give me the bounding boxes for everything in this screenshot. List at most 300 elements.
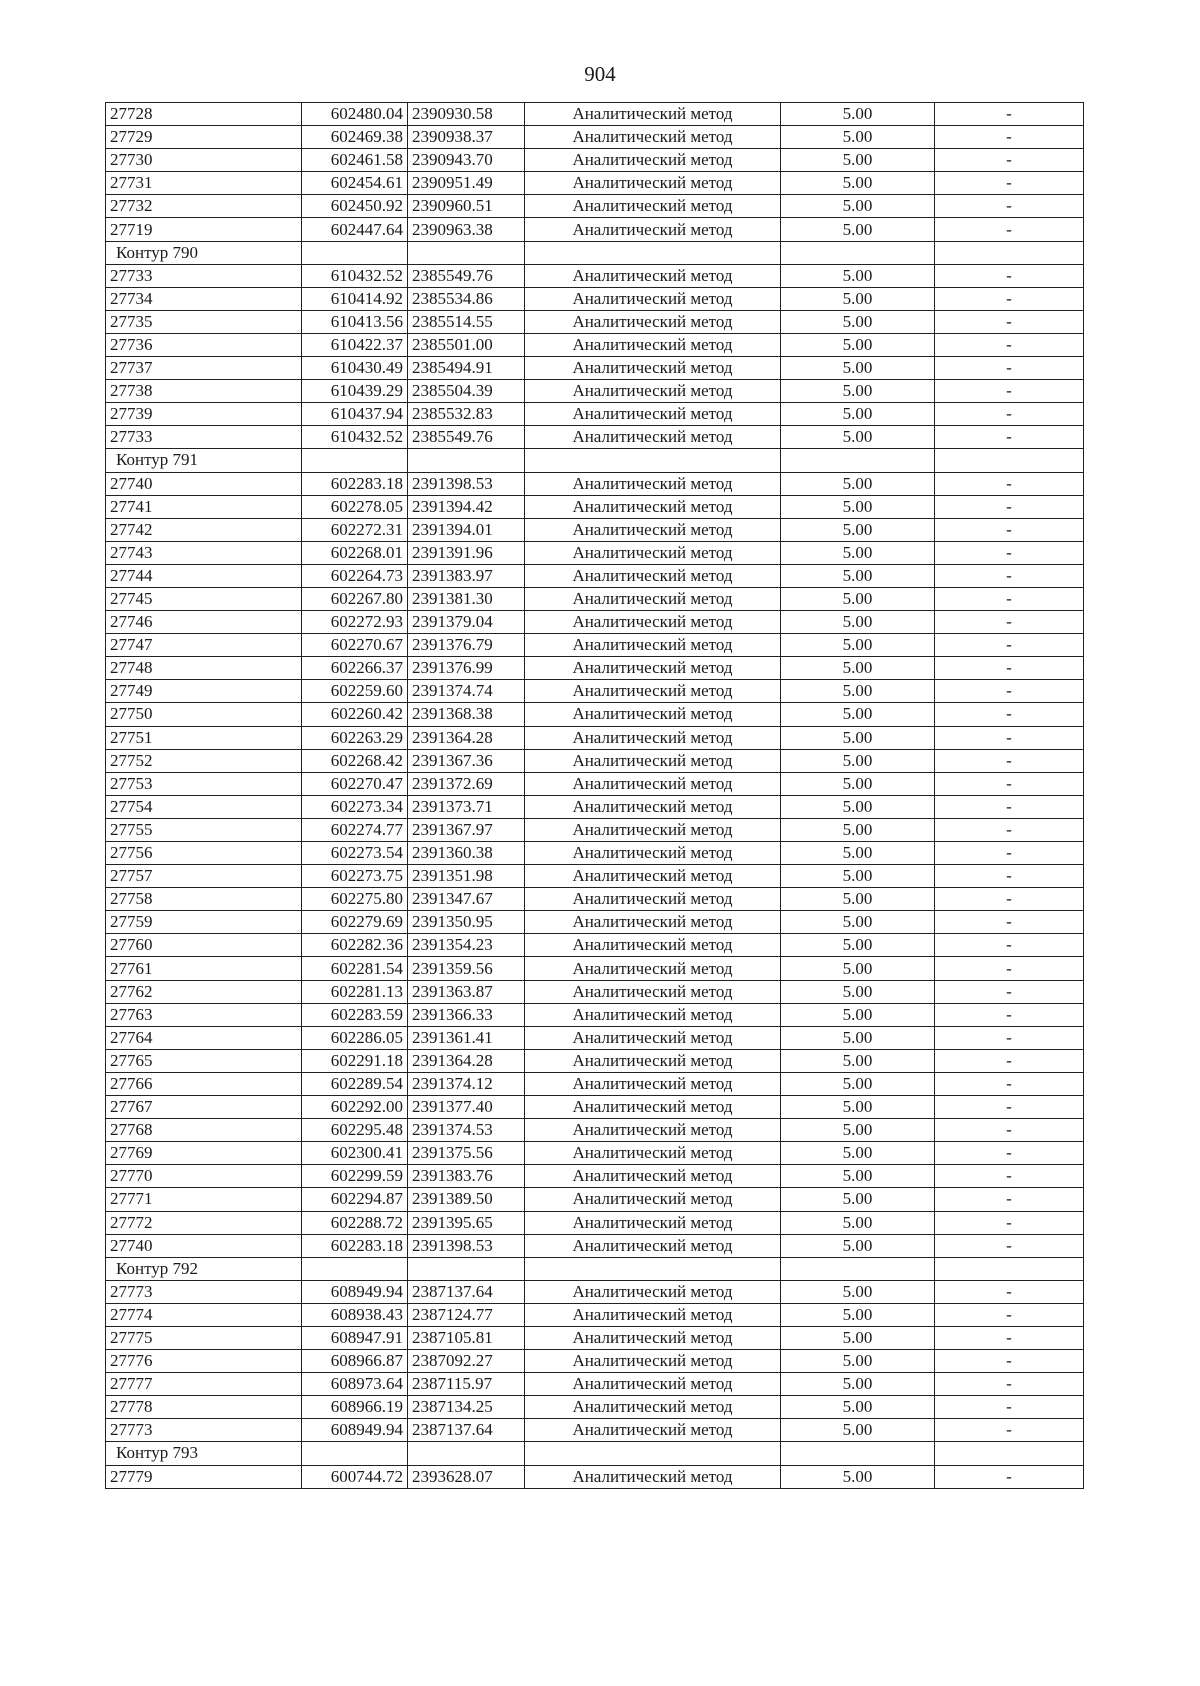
note-cell: - <box>935 772 1084 795</box>
table-row <box>106 357 1084 380</box>
method-cell: Аналитический метод <box>525 1419 781 1442</box>
empty-cell <box>781 1257 935 1280</box>
note-cell: - <box>935 472 1084 495</box>
x-coordinate-cell: 610432.52 <box>302 264 408 287</box>
accuracy-cell: 5.00 <box>781 1119 935 1142</box>
method-cell: Аналитический метод <box>525 1142 781 1165</box>
note-cell: - <box>935 795 1084 818</box>
note-cell: - <box>935 380 1084 403</box>
table-row <box>106 1326 1084 1349</box>
y-coordinate-cell: 2391398.53 <box>408 472 525 495</box>
point-id-cell: 27756 <box>106 842 302 865</box>
method-cell: Аналитический метод <box>525 1119 781 1142</box>
empty-cell <box>935 1442 1084 1465</box>
accuracy-cell: 5.00 <box>781 1280 935 1303</box>
method-cell: Аналитический метод <box>525 541 781 564</box>
point-id-cell: 27744 <box>106 564 302 587</box>
empty-cell <box>935 1257 1084 1280</box>
table-row <box>106 1234 1084 1257</box>
accuracy-cell: 5.00 <box>781 842 935 865</box>
x-coordinate-cell: 602273.75 <box>302 865 408 888</box>
coordinates-table <box>105 102 1084 1489</box>
method-cell: Аналитический метод <box>525 380 781 403</box>
y-coordinate-cell: 2391360.38 <box>408 842 525 865</box>
note-cell: - <box>935 1234 1084 1257</box>
y-coordinate-cell: 2385494.91 <box>408 357 525 380</box>
table-row <box>106 680 1084 703</box>
note-cell: - <box>935 357 1084 380</box>
table-row <box>106 980 1084 1003</box>
table-row <box>106 1465 1084 1488</box>
point-id-cell: 27740 <box>106 472 302 495</box>
point-id-cell: 27759 <box>106 911 302 934</box>
note-cell: - <box>935 957 1084 980</box>
method-cell: Аналитический метод <box>525 495 781 518</box>
point-id-cell: 27739 <box>106 403 302 426</box>
empty-cell <box>781 1442 935 1465</box>
y-coordinate-cell: 2385501.00 <box>408 333 525 356</box>
accuracy-cell: 5.00 <box>781 149 935 172</box>
note-cell: - <box>935 541 1084 564</box>
y-coordinate-cell: 2391350.95 <box>408 911 525 934</box>
y-coordinate-cell: 2391347.67 <box>408 888 525 911</box>
point-id-cell: 27760 <box>106 934 302 957</box>
x-coordinate-cell: 608973.64 <box>302 1373 408 1396</box>
accuracy-cell: 5.00 <box>781 587 935 610</box>
method-cell: Аналитический метод <box>525 934 781 957</box>
accuracy-cell: 5.00 <box>781 1373 935 1396</box>
table-row <box>106 149 1084 172</box>
table-row <box>106 911 1084 934</box>
y-coordinate-cell: 2391395.65 <box>408 1211 525 1234</box>
accuracy-cell: 5.00 <box>781 264 935 287</box>
method-cell: Аналитический метод <box>525 333 781 356</box>
note-cell: - <box>935 1326 1084 1349</box>
method-cell: Аналитический метод <box>525 726 781 749</box>
table-row <box>106 957 1084 980</box>
accuracy-cell: 5.00 <box>781 172 935 195</box>
x-coordinate-cell: 602461.58 <box>302 149 408 172</box>
y-coordinate-cell: 2391391.96 <box>408 541 525 564</box>
note-cell: - <box>935 103 1084 126</box>
x-coordinate-cell: 608947.91 <box>302 1326 408 1349</box>
x-coordinate-cell: 602283.18 <box>302 472 408 495</box>
accuracy-cell: 5.00 <box>781 541 935 564</box>
point-id-cell: 27767 <box>106 1096 302 1119</box>
point-id-cell: 27733 <box>106 264 302 287</box>
table-row <box>106 1142 1084 1165</box>
note-cell: - <box>935 911 1084 934</box>
method-cell: Аналитический метод <box>525 1280 781 1303</box>
x-coordinate-cell: 610430.49 <box>302 357 408 380</box>
x-coordinate-cell: 602294.87 <box>302 1188 408 1211</box>
point-id-cell: 27737 <box>106 357 302 380</box>
page-number: 904 <box>584 62 616 86</box>
method-cell: Аналитический метод <box>525 172 781 195</box>
accuracy-cell: 5.00 <box>781 934 935 957</box>
point-id-cell: 27766 <box>106 1072 302 1095</box>
method-cell: Аналитический метод <box>525 1003 781 1026</box>
contour-label: Контур 791 <box>106 449 302 472</box>
y-coordinate-cell: 2387092.27 <box>408 1350 525 1373</box>
note-cell: - <box>935 403 1084 426</box>
table-row <box>106 310 1084 333</box>
x-coordinate-cell: 602270.47 <box>302 772 408 795</box>
y-coordinate-cell: 2391364.28 <box>408 1049 525 1072</box>
accuracy-cell: 5.00 <box>781 1049 935 1072</box>
point-id-cell: 27740 <box>106 1234 302 1257</box>
x-coordinate-cell: 608938.43 <box>302 1303 408 1326</box>
note-cell: - <box>935 934 1084 957</box>
table-row <box>106 1119 1084 1142</box>
method-cell: Аналитический метод <box>525 1026 781 1049</box>
note-cell: - <box>935 1350 1084 1373</box>
method-cell: Аналитический метод <box>525 587 781 610</box>
table-row <box>106 172 1084 195</box>
note-cell: - <box>935 865 1084 888</box>
note-cell: - <box>935 1373 1084 1396</box>
method-cell: Аналитический метод <box>525 611 781 634</box>
method-cell: Аналитический метод <box>525 842 781 865</box>
y-coordinate-cell: 2385549.76 <box>408 264 525 287</box>
method-cell: Аналитический метод <box>525 218 781 241</box>
point-id-cell: 27779 <box>106 1465 302 1488</box>
method-cell: Аналитический метод <box>525 426 781 449</box>
y-coordinate-cell: 2391375.56 <box>408 1142 525 1165</box>
accuracy-cell: 5.00 <box>781 1350 935 1373</box>
method-cell: Аналитический метод <box>525 403 781 426</box>
table-row <box>106 426 1084 449</box>
method-cell: Аналитический метод <box>525 518 781 541</box>
accuracy-cell: 5.00 <box>781 1165 935 1188</box>
table-row <box>106 1096 1084 1119</box>
y-coordinate-cell: 2391374.74 <box>408 680 525 703</box>
x-coordinate-cell: 602286.05 <box>302 1026 408 1049</box>
point-id-cell: 27748 <box>106 657 302 680</box>
note-cell: - <box>935 1003 1084 1026</box>
point-id-cell: 27778 <box>106 1396 302 1419</box>
x-coordinate-cell: 600744.72 <box>302 1465 408 1488</box>
point-id-cell: 27743 <box>106 541 302 564</box>
accuracy-cell: 5.00 <box>781 333 935 356</box>
contour-header-row <box>106 1442 1084 1465</box>
y-coordinate-cell: 2391364.28 <box>408 726 525 749</box>
x-coordinate-cell: 602283.18 <box>302 1234 408 1257</box>
y-coordinate-cell: 2391374.12 <box>408 1072 525 1095</box>
accuracy-cell: 5.00 <box>781 126 935 149</box>
point-id-cell: 27746 <box>106 611 302 634</box>
contour-label: Контур 793 <box>106 1442 302 1465</box>
note-cell: - <box>935 495 1084 518</box>
empty-cell <box>408 449 525 472</box>
y-coordinate-cell: 2387134.25 <box>408 1396 525 1419</box>
note-cell: - <box>935 1280 1084 1303</box>
note-cell: - <box>935 1419 1084 1442</box>
accuracy-cell: 5.00 <box>781 1188 935 1211</box>
table-row <box>106 126 1084 149</box>
accuracy-cell: 5.00 <box>781 980 935 1003</box>
method-cell: Аналитический метод <box>525 1165 781 1188</box>
table-row <box>106 472 1084 495</box>
accuracy-cell: 5.00 <box>781 611 935 634</box>
x-coordinate-cell: 602267.80 <box>302 587 408 610</box>
note-cell: - <box>935 634 1084 657</box>
accuracy-cell: 5.00 <box>781 564 935 587</box>
empty-cell <box>408 1257 525 1280</box>
contour-header-row <box>106 241 1084 264</box>
y-coordinate-cell: 2385534.86 <box>408 287 525 310</box>
point-id-cell: 27741 <box>106 495 302 518</box>
method-cell: Аналитический метод <box>525 1072 781 1095</box>
table-row <box>106 772 1084 795</box>
table-row <box>106 749 1084 772</box>
coordinates-table-body <box>106 103 1084 1489</box>
table-row <box>106 380 1084 403</box>
x-coordinate-cell: 602300.41 <box>302 1142 408 1165</box>
x-coordinate-cell: 602278.05 <box>302 495 408 518</box>
y-coordinate-cell: 2391351.98 <box>408 865 525 888</box>
x-coordinate-cell: 602281.13 <box>302 980 408 1003</box>
point-id-cell: 27770 <box>106 1165 302 1188</box>
table-row <box>106 541 1084 564</box>
x-coordinate-cell: 602268.01 <box>302 541 408 564</box>
x-coordinate-cell: 602272.31 <box>302 518 408 541</box>
note-cell: - <box>935 333 1084 356</box>
note-cell: - <box>935 749 1084 772</box>
accuracy-cell: 5.00 <box>781 1234 935 1257</box>
x-coordinate-cell: 602281.54 <box>302 957 408 980</box>
y-coordinate-cell: 2391394.42 <box>408 495 525 518</box>
point-id-cell: 27769 <box>106 1142 302 1165</box>
x-coordinate-cell: 602447.64 <box>302 218 408 241</box>
empty-cell <box>935 241 1084 264</box>
method-cell: Аналитический метод <box>525 680 781 703</box>
method-cell: Аналитический метод <box>525 195 781 218</box>
x-coordinate-cell: 602274.77 <box>302 818 408 841</box>
y-coordinate-cell: 2391359.56 <box>408 957 525 980</box>
note-cell: - <box>935 1119 1084 1142</box>
x-coordinate-cell: 602273.34 <box>302 795 408 818</box>
empty-cell <box>935 449 1084 472</box>
accuracy-cell: 5.00 <box>781 703 935 726</box>
y-coordinate-cell: 2391363.87 <box>408 980 525 1003</box>
table-row <box>106 195 1084 218</box>
note-cell: - <box>935 149 1084 172</box>
method-cell: Аналитический метод <box>525 888 781 911</box>
x-coordinate-cell: 602259.60 <box>302 680 408 703</box>
x-coordinate-cell: 602273.54 <box>302 842 408 865</box>
table-row <box>106 495 1084 518</box>
point-id-cell: 27734 <box>106 287 302 310</box>
method-cell: Аналитический метод <box>525 865 781 888</box>
accuracy-cell: 5.00 <box>781 103 935 126</box>
empty-cell <box>781 241 935 264</box>
x-coordinate-cell: 602264.73 <box>302 564 408 587</box>
y-coordinate-cell: 2391373.71 <box>408 795 525 818</box>
method-cell: Аналитический метод <box>525 1049 781 1072</box>
point-id-cell: 27763 <box>106 1003 302 1026</box>
x-coordinate-cell: 602454.61 <box>302 172 408 195</box>
y-coordinate-cell: 2391383.76 <box>408 1165 525 1188</box>
x-coordinate-cell: 602282.36 <box>302 934 408 957</box>
accuracy-cell: 5.00 <box>781 426 935 449</box>
table-row <box>106 795 1084 818</box>
method-cell: Аналитический метод <box>525 126 781 149</box>
y-coordinate-cell: 2387137.64 <box>408 1419 525 1442</box>
note-cell: - <box>935 1096 1084 1119</box>
y-coordinate-cell: 2391374.53 <box>408 1119 525 1142</box>
x-coordinate-cell: 602260.42 <box>302 703 408 726</box>
accuracy-cell: 5.00 <box>781 657 935 680</box>
table-row <box>106 818 1084 841</box>
y-coordinate-cell: 2391383.97 <box>408 564 525 587</box>
y-coordinate-cell: 2391389.50 <box>408 1188 525 1211</box>
method-cell: Аналитический метод <box>525 1465 781 1488</box>
accuracy-cell: 5.00 <box>781 911 935 934</box>
method-cell: Аналитический метод <box>525 564 781 587</box>
table-row <box>106 264 1084 287</box>
accuracy-cell: 5.00 <box>781 680 935 703</box>
empty-cell <box>302 449 408 472</box>
point-id-cell: 27751 <box>106 726 302 749</box>
point-id-cell: 27750 <box>106 703 302 726</box>
empty-cell <box>408 1442 525 1465</box>
point-id-cell: 27775 <box>106 1326 302 1349</box>
note-cell: - <box>935 888 1084 911</box>
accuracy-cell: 5.00 <box>781 518 935 541</box>
note-cell: - <box>935 726 1084 749</box>
note-cell: - <box>935 1049 1084 1072</box>
y-coordinate-cell: 2391367.36 <box>408 749 525 772</box>
x-coordinate-cell: 602450.92 <box>302 195 408 218</box>
x-coordinate-cell: 610413.56 <box>302 310 408 333</box>
accuracy-cell: 5.00 <box>781 310 935 333</box>
point-id-cell: 27762 <box>106 980 302 1003</box>
table-row <box>106 1419 1084 1442</box>
point-id-cell: 27731 <box>106 172 302 195</box>
x-coordinate-cell: 602279.69 <box>302 911 408 934</box>
point-id-cell: 27758 <box>106 888 302 911</box>
method-cell: Аналитический метод <box>525 911 781 934</box>
table-row <box>106 657 1084 680</box>
table-row <box>106 1165 1084 1188</box>
point-id-cell: 27745 <box>106 587 302 610</box>
x-coordinate-cell: 602292.00 <box>302 1096 408 1119</box>
point-id-cell: 27719 <box>106 218 302 241</box>
accuracy-cell: 5.00 <box>781 1419 935 1442</box>
table-row <box>106 634 1084 657</box>
contour-label: Контур 790 <box>106 241 302 264</box>
accuracy-cell: 5.00 <box>781 1303 935 1326</box>
y-coordinate-cell: 2391394.01 <box>408 518 525 541</box>
method-cell: Аналитический метод <box>525 103 781 126</box>
y-coordinate-cell: 2391379.04 <box>408 611 525 634</box>
x-coordinate-cell: 602283.59 <box>302 1003 408 1026</box>
table-row <box>106 1026 1084 1049</box>
point-id-cell: 27729 <box>106 126 302 149</box>
method-cell: Аналитический метод <box>525 703 781 726</box>
point-id-cell: 27765 <box>106 1049 302 1072</box>
x-coordinate-cell: 602268.42 <box>302 749 408 772</box>
table-row <box>106 1003 1084 1026</box>
note-cell: - <box>935 611 1084 634</box>
table-row <box>106 564 1084 587</box>
method-cell: Аналитический метод <box>525 264 781 287</box>
y-coordinate-cell: 2391376.99 <box>408 657 525 680</box>
y-coordinate-cell: 2390938.37 <box>408 126 525 149</box>
point-id-cell: 27738 <box>106 380 302 403</box>
y-coordinate-cell: 2387105.81 <box>408 1326 525 1349</box>
note-cell: - <box>935 218 1084 241</box>
table-row <box>106 1280 1084 1303</box>
point-id-cell: 27773 <box>106 1419 302 1442</box>
method-cell: Аналитический метод <box>525 818 781 841</box>
point-id-cell: 27747 <box>106 634 302 657</box>
y-coordinate-cell: 2390960.51 <box>408 195 525 218</box>
table-row <box>106 1049 1084 1072</box>
note-cell: - <box>935 1211 1084 1234</box>
table-row <box>106 1303 1084 1326</box>
table-row <box>106 611 1084 634</box>
accuracy-cell: 5.00 <box>781 1211 935 1234</box>
y-coordinate-cell: 2391354.23 <box>408 934 525 957</box>
point-id-cell: 27735 <box>106 310 302 333</box>
accuracy-cell: 5.00 <box>781 357 935 380</box>
y-coordinate-cell: 2390963.38 <box>408 218 525 241</box>
x-coordinate-cell: 602291.18 <box>302 1049 408 1072</box>
method-cell: Аналитический метод <box>525 1211 781 1234</box>
y-coordinate-cell: 2387137.64 <box>408 1280 525 1303</box>
table-row <box>106 888 1084 911</box>
point-id-cell: 27772 <box>106 1211 302 1234</box>
accuracy-cell: 5.00 <box>781 818 935 841</box>
contour-label: Контур 792 <box>106 1257 302 1280</box>
point-id-cell: 27752 <box>106 749 302 772</box>
note-cell: - <box>935 195 1084 218</box>
point-id-cell: 27736 <box>106 333 302 356</box>
accuracy-cell: 5.00 <box>781 1072 935 1095</box>
x-coordinate-cell: 610422.37 <box>302 333 408 356</box>
note-cell: - <box>935 264 1084 287</box>
empty-cell <box>302 1442 408 1465</box>
empty-cell <box>302 241 408 264</box>
accuracy-cell: 5.00 <box>781 380 935 403</box>
point-id-cell: 27753 <box>106 772 302 795</box>
table-row <box>106 934 1084 957</box>
table-row <box>106 865 1084 888</box>
x-coordinate-cell: 610437.94 <box>302 403 408 426</box>
x-coordinate-cell: 610439.29 <box>302 380 408 403</box>
y-coordinate-cell: 2385514.55 <box>408 310 525 333</box>
y-coordinate-cell: 2385504.39 <box>408 380 525 403</box>
table-row <box>106 287 1084 310</box>
table-row <box>106 333 1084 356</box>
note-cell: - <box>935 1396 1084 1419</box>
contour-header-row <box>106 1257 1084 1280</box>
note-cell: - <box>935 518 1084 541</box>
x-coordinate-cell: 602275.80 <box>302 888 408 911</box>
x-coordinate-cell: 602270.67 <box>302 634 408 657</box>
point-id-cell: 27773 <box>106 1280 302 1303</box>
method-cell: Аналитический метод <box>525 310 781 333</box>
method-cell: Аналитический метод <box>525 1373 781 1396</box>
table-row <box>106 1188 1084 1211</box>
note-cell: - <box>935 842 1084 865</box>
method-cell: Аналитический метод <box>525 1350 781 1373</box>
y-coordinate-cell: 2391366.33 <box>408 1003 525 1026</box>
point-id-cell: 27754 <box>106 795 302 818</box>
accuracy-cell: 5.00 <box>781 495 935 518</box>
